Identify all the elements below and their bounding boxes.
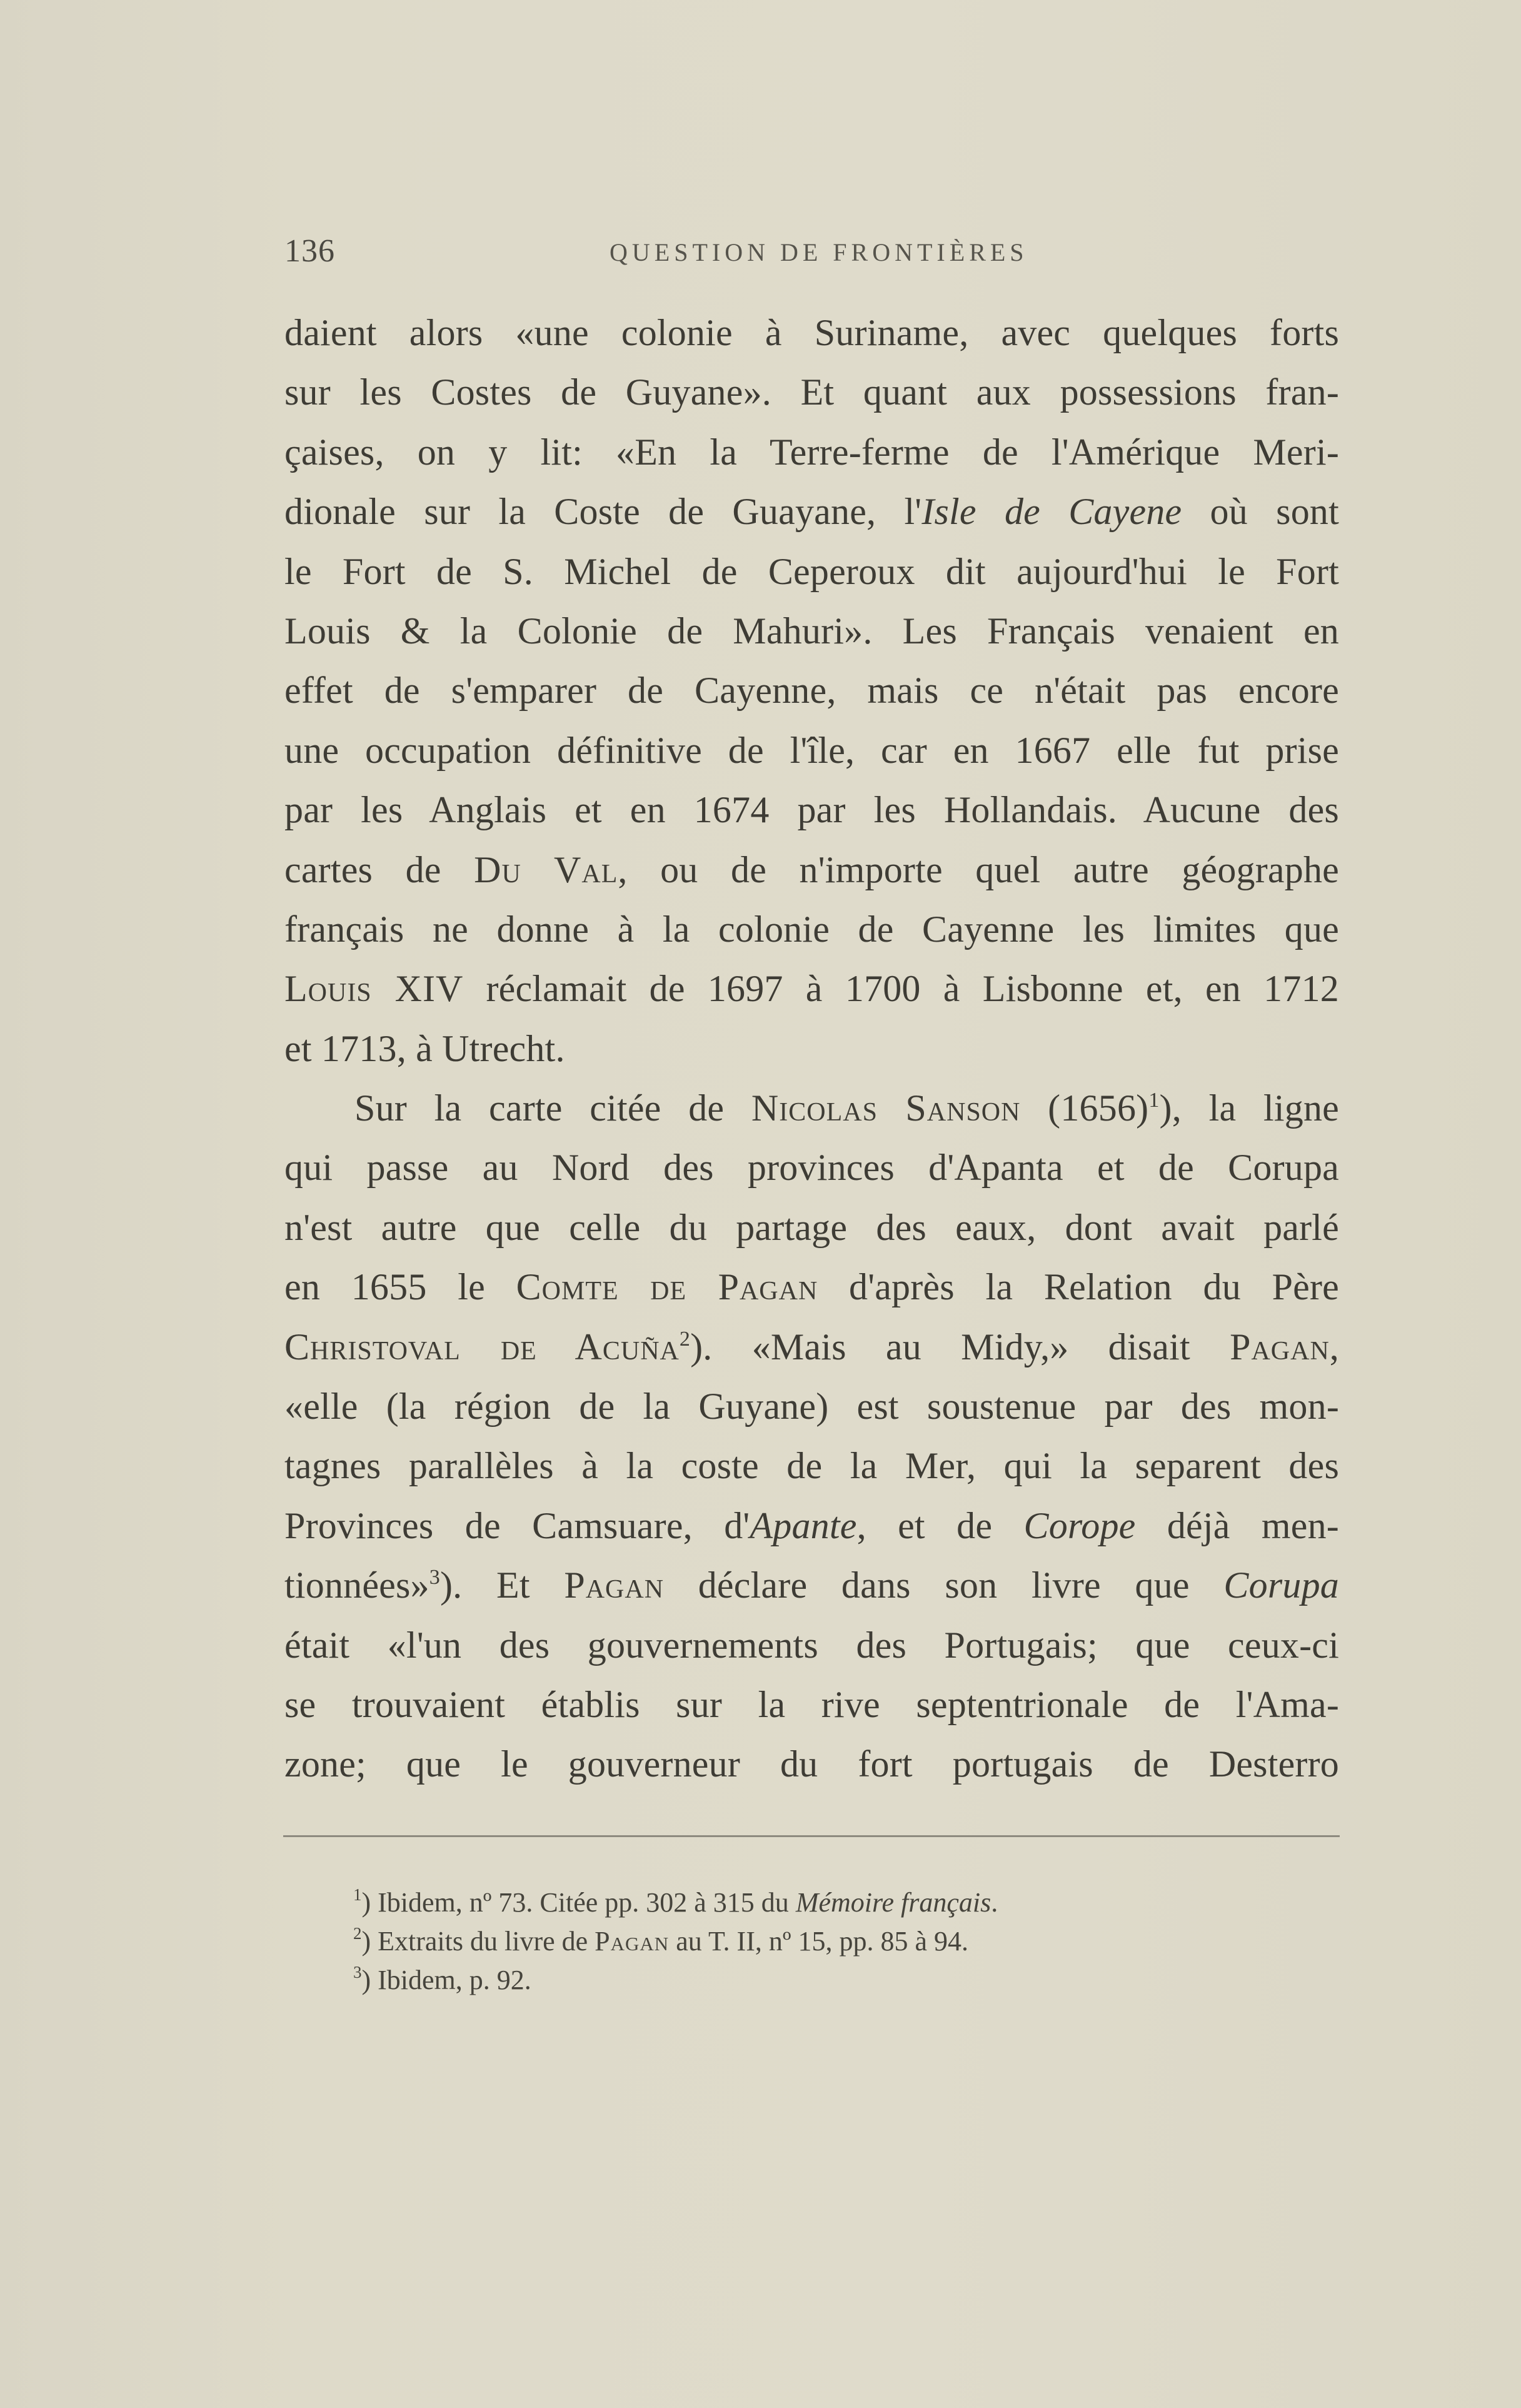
text-line: cartes de Du Val, ou de n'importe quel autre géographe <box>284 849 1339 890</box>
body-text <box>284 303 1339 1795</box>
text-line: dionale sur la Coste de Guayane, l'Isle de Cayene où sont <box>284 491 1339 533</box>
text-line: Sur la carte citée de Nicolas Sanson $(1656)^1$), la ligne <box>354 1087 1339 1129</box>
text-line: daient alors «une colonie à Suriname, avec quelques forts <box>284 312 1339 353</box>
text-line: le Fort de S. Michel de Ceperoux dit aujourd'hui le Fort <box>284 550 1339 592</box>
footnote: $^3$) Ibidem, p. 92. <box>353 1963 531 1995</box>
footnote: $^1$) Ibidem, nº 73. Citée pp. 302 à 315 du Mémoire français. <box>353 1885 998 1918</box>
text-line: effet de s'emparer de Cayenne, mais ce n'était pas encore <box>284 670 1339 712</box>
text-line: français ne donne à la colonie de Cayenne les limites que <box>284 908 1339 950</box>
footnote-ref: 1 <box>1148 1089 1160 1112</box>
running-title: QUESTION DE FRONTIÈRES <box>610 238 1028 266</box>
text-line: Louis XIV réclamait de 1697 à 1700 à Lisbonne et, en 1712 <box>284 968 1339 1010</box>
footnote-divider <box>283 1835 1340 1837</box>
text-line: une occupation définitive de l'île, car en 1667 elle fut prise <box>284 729 1339 771</box>
footnotes <box>353 1883 1328 2000</box>
text-line: zone; que le gouverneur du fort portugais de Desterro <box>284 1743 1339 1785</box>
page-number: 136 <box>284 233 335 269</box>
text-line: çaises, on y lit: «En la Terre-ferme de l'Amérique Meri- <box>284 431 1339 473</box>
text-line: sur les Costes de Guyane». Et quant aux possessions fran- <box>284 371 1339 413</box>
text-line: tagnes parallèles à la coste de la Mer, qui la separent des <box>284 1445 1339 1487</box>
text-line: en 1655 le Comte de Pagan d'après la Relation du Père <box>284 1266 1339 1308</box>
text-line: Louis & la Colonie de Mahuri». Les Français venaient en <box>284 610 1339 652</box>
text-line: se trouvaient établis sur la rive septentrionale de l'Ama- <box>284 1683 1339 1725</box>
text-line: qui passe au Nord des provinces d'Apanta et de Corupa <box>284 1147 1339 1189</box>
text-line: par les Anglais et en 1674 par les Hollandais. Aucune des <box>284 789 1339 831</box>
text-line: «elle (la région de la Guyane) est soustenue par des mon- <box>284 1386 1339 1428</box>
text-line: était «l'un des gouvernements des Portugais; que ceux-ci <box>284 1624 1339 1666</box>
text-line: Provinces de Camsuare, d'Apante, et de Corope déjà men- <box>284 1504 1339 1546</box>
footnote-ref: 3 <box>429 1566 440 1589</box>
text-line: et 1713, à Utrecht. <box>284 1027 565 1069</box>
text-line: tionnées»$^3$). Et Pagan déclare dans son livre que Corupa <box>284 1564 1339 1606</box>
footnote-ref: 2 <box>679 1327 691 1351</box>
footnote: $^2$) Extraits du livre de Pagan au T. II, nº 15, pp. 85 à 94. <box>353 1924 969 1957</box>
text-line: n'est autre que celle du partage des eaux, dont avait parlé <box>284 1206 1339 1248</box>
text-line: Christoval de Acuña$^2$). «Mais au Midy,» disait Pagan, <box>284 1326 1339 1368</box>
page-header <box>284 233 1335 276</box>
